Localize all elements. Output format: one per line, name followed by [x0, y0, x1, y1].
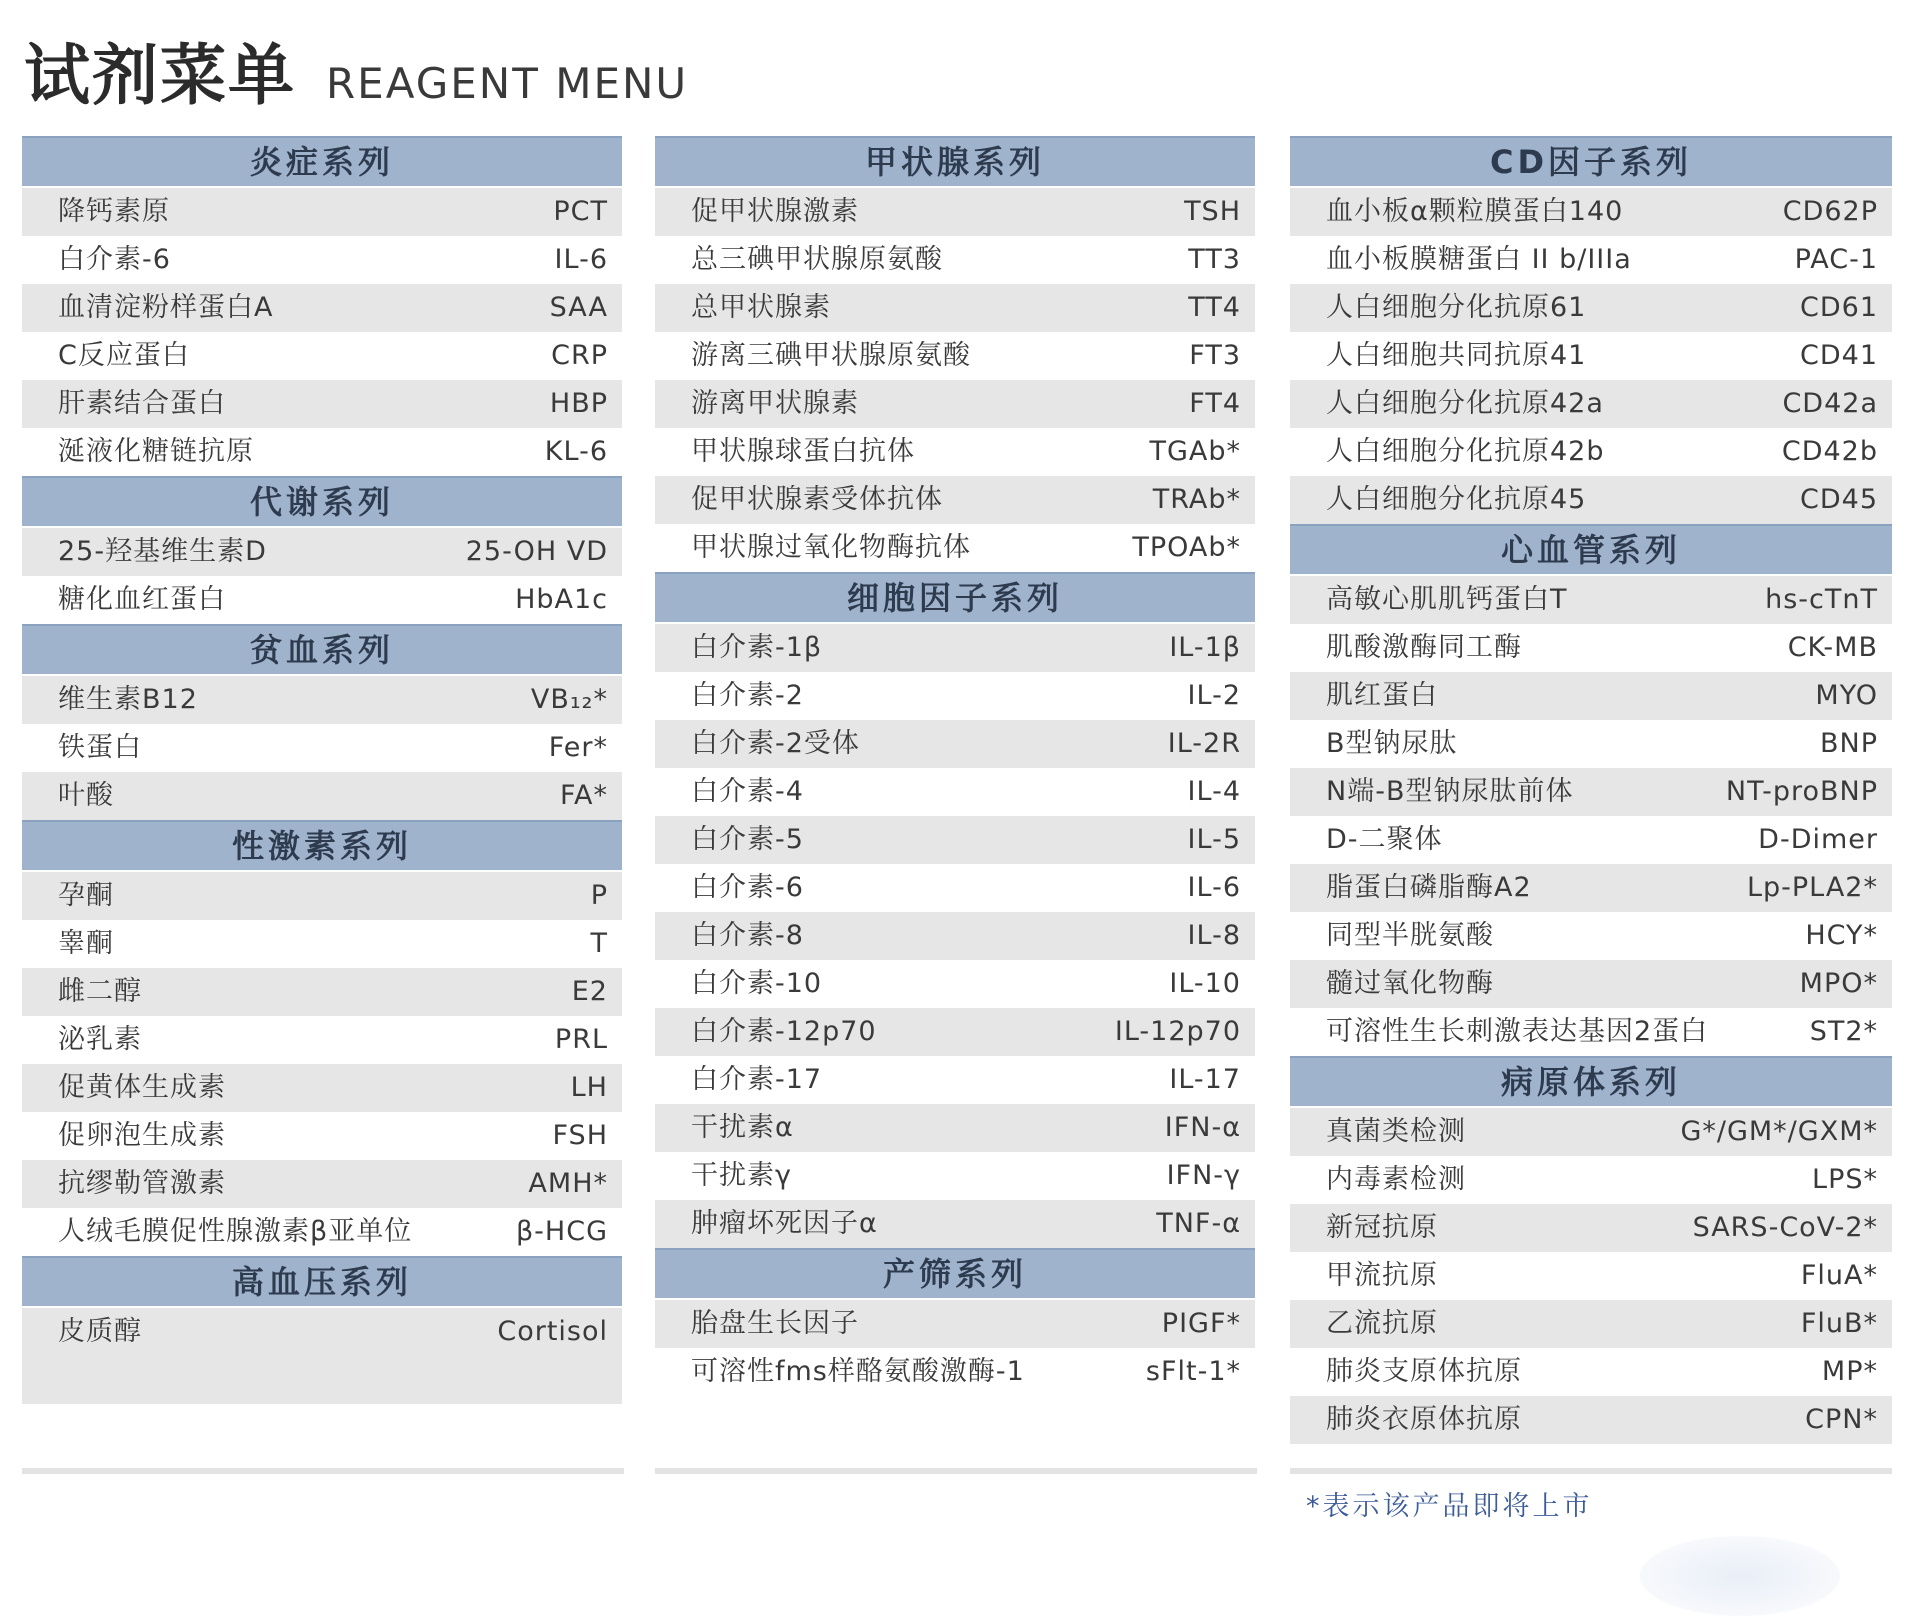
section-header: 代谢系列 [22, 476, 622, 526]
reagent-name: 肿瘤坏死因子α [691, 1208, 878, 1239]
reagent-name: 血小板α颗粒膜蛋白140 [1326, 196, 1624, 227]
reagent-abbreviation: KL-6 [544, 436, 608, 467]
reagent-row [22, 676, 622, 724]
reagent-row [655, 864, 1255, 912]
reagent-row [1290, 236, 1892, 284]
section-header: 细胞因子系列 [655, 572, 1255, 622]
reagent-row [655, 236, 1255, 284]
reagent-abbreviation: E2 [571, 976, 608, 1007]
page-title [24, 22, 688, 117]
reagent-name: 人白细胞分化抗原45 [1326, 484, 1587, 515]
reagent-row [655, 1348, 1255, 1396]
reagent-row [22, 968, 622, 1016]
reagent-row [22, 576, 622, 624]
reagent-row [22, 724, 622, 772]
reagent-abbreviation: IL-5 [1187, 824, 1241, 855]
reagent-abbreviation: G*/GM*/GXM* [1680, 1116, 1878, 1147]
reagent-row [22, 188, 622, 236]
reagent-name: 胎盘生长因子 [691, 1308, 859, 1339]
reagent-name: 白介素-4 [691, 776, 804, 807]
reagent-abbreviation: SARS-CoV-2* [1692, 1212, 1878, 1243]
reagent-name: 促卵泡生成素 [58, 1120, 226, 1151]
reagent-abbreviation: Fer* [548, 732, 608, 763]
reagent-abbreviation: IFN-α [1164, 1112, 1241, 1143]
reagent-name: D-二聚体 [1326, 824, 1443, 855]
reagent-abbreviation: TNF-α [1156, 1208, 1241, 1239]
reagent-name: 干扰素γ [691, 1160, 792, 1191]
reagent-row [22, 428, 622, 476]
reagent-abbreviation: β-HCG [515, 1216, 608, 1247]
reagent-abbreviation: TGAb* [1149, 436, 1241, 467]
reagent-name: 人绒毛膜促性腺激素β亚单位 [58, 1216, 413, 1247]
reagent-abbreviation: IL-1β [1169, 632, 1241, 663]
reagent-name: 人白细胞共同抗原41 [1326, 340, 1587, 371]
reagent-abbreviation: IL-4 [1187, 776, 1241, 807]
reagent-row [655, 284, 1255, 332]
reagent-row [655, 1152, 1255, 1200]
reagent-row [1290, 816, 1892, 864]
reagent-row [1290, 380, 1892, 428]
reagent-abbreviation: CK-MB [1787, 632, 1878, 663]
reagent-name: 糖化血红蛋白 [58, 584, 226, 615]
section-header: 病原体系列 [1290, 1056, 1892, 1106]
reagent-row [655, 476, 1255, 524]
reagent-row [655, 912, 1255, 960]
reagent-row [1290, 284, 1892, 332]
reagent-name: 高敏心肌肌钙蛋白T [1326, 584, 1568, 615]
reagent-name: 白介素-2 [691, 680, 804, 711]
reagent-abbreviation: CD42b [1781, 436, 1878, 467]
reagent-row [22, 332, 622, 380]
reagent-name: 泌乳素 [58, 1024, 142, 1055]
reagent-abbreviation: Cortisol [497, 1316, 608, 1347]
reagent-abbreviation: IL-2 [1187, 680, 1241, 711]
reagent-row [1290, 720, 1892, 768]
reagent-name: 降钙素原 [58, 196, 170, 227]
reagent-name: 甲状腺过氧化物酶抗体 [691, 532, 971, 563]
decorative-glow [1640, 1536, 1840, 1616]
reagent-abbreviation: SAA [549, 292, 608, 323]
reagent-abbreviation: HBP [549, 388, 608, 419]
reagent-row [1290, 1156, 1892, 1204]
reagent-name: 可溶性生长刺激表达基因2蛋白 [1326, 1016, 1709, 1047]
reagent-abbreviation: P [590, 880, 608, 911]
reagent-name: 肌酸激酶同工酶 [1326, 632, 1522, 663]
reagent-name: 白介素-6 [691, 872, 804, 903]
empty-row [22, 1356, 622, 1404]
reagent-row [655, 960, 1255, 1008]
section-header: CD因子系列 [1290, 136, 1892, 186]
reagent-row [1290, 1348, 1892, 1396]
reagent-name: 促甲状腺素受体抗体 [691, 484, 943, 515]
reagent-name: 游离甲状腺素 [691, 388, 859, 419]
title-english: REAGENT MENU [326, 59, 689, 108]
reagent-row [655, 332, 1255, 380]
section-header: 产筛系列 [655, 1248, 1255, 1298]
reagent-name: 白介素-17 [691, 1064, 823, 1095]
reagent-row [22, 920, 622, 968]
reagent-row [655, 1104, 1255, 1152]
reagent-row [655, 1056, 1255, 1104]
reagent-abbreviation: IL-10 [1169, 968, 1241, 999]
reagent-name: N端-B型钠尿肽前体 [1326, 776, 1574, 807]
reagent-abbreviation: TSH [1184, 196, 1241, 227]
reagent-name: 总三碘甲状腺原氨酸 [691, 244, 943, 275]
reagent-row [655, 188, 1255, 236]
reagent-row [22, 284, 622, 332]
reagent-row [1290, 1252, 1892, 1300]
reagent-abbreviation: hs-cTnT [1765, 584, 1878, 615]
reagent-name: 肺炎支原体抗原 [1326, 1356, 1522, 1387]
reagent-row [655, 720, 1255, 768]
reagent-row [655, 428, 1255, 476]
reagent-abbreviation: FT3 [1189, 340, 1241, 371]
section-header: 贫血系列 [22, 624, 622, 674]
reagent-name: 白介素-6 [58, 244, 171, 275]
reagent-name: 血小板膜糖蛋白 II b/IIIa [1326, 244, 1632, 275]
reagent-abbreviation: PAC-1 [1794, 244, 1878, 275]
reagent-abbreviation: ST2* [1809, 1016, 1878, 1047]
reagent-abbreviation: HbA1c [515, 584, 608, 615]
reagent-name: 血清淀粉样蛋白A [58, 292, 274, 323]
reagent-name: 游离三碘甲状腺原氨酸 [691, 340, 971, 371]
reagent-abbreviation: IL-8 [1187, 920, 1241, 951]
reagent-name: 维生素B12 [58, 684, 198, 715]
reagent-name: B型钠尿肽 [1326, 728, 1458, 759]
coming-soon-note: *表示该产品即将上市 [1306, 1491, 1593, 1522]
reagent-row [22, 1064, 622, 1112]
reagent-abbreviation: LH [570, 1072, 608, 1103]
reagent-row [1290, 1108, 1892, 1156]
reagent-abbreviation: PIGF* [1161, 1308, 1241, 1339]
reagent-row [1290, 1300, 1892, 1348]
section-header: 甲状腺系列 [655, 136, 1255, 186]
reagent-abbreviation: LPS* [1812, 1164, 1878, 1195]
reagent-name: 孕酮 [58, 880, 114, 911]
reagent-name: 新冠抗原 [1326, 1212, 1438, 1243]
reagent-row [1290, 672, 1892, 720]
reagent-row [22, 380, 622, 428]
reagent-abbreviation: IL-2R [1167, 728, 1241, 759]
reagent-abbreviation: MYO [1815, 680, 1878, 711]
reagent-name: 抗缪勒管激素 [58, 1168, 226, 1199]
reagent-abbreviation: CD42a [1782, 388, 1878, 419]
column-3-bottom-divider [1290, 1468, 1892, 1474]
reagent-name: 乙流抗原 [1326, 1308, 1438, 1339]
reagent-name: 铁蛋白 [58, 732, 142, 763]
reagent-row [22, 772, 622, 820]
column-1 [22, 136, 622, 1404]
reagent-abbreviation: PCT [553, 196, 608, 227]
reagent-row [1290, 960, 1892, 1008]
reagent-abbreviation: HCY* [1805, 920, 1878, 951]
reagent-name: 人白细胞分化抗原42a [1326, 388, 1604, 419]
reagent-abbreviation: TRAb* [1152, 484, 1241, 515]
reagent-abbreviation: FSH [552, 1120, 608, 1151]
reagent-name: 涎液化糖链抗原 [58, 436, 254, 467]
section-header: 高血压系列 [22, 1256, 622, 1306]
reagent-row [22, 528, 622, 576]
reagent-name: 雌二醇 [58, 976, 142, 1007]
reagent-name: 叶酸 [58, 780, 114, 811]
reagent-row [655, 768, 1255, 816]
reagent-row [1290, 864, 1892, 912]
reagent-row [1290, 188, 1892, 236]
reagent-name: 甲流抗原 [1326, 1260, 1438, 1291]
reagent-name: 肌红蛋白 [1326, 680, 1438, 711]
reagent-abbreviation: IL-12p70 [1114, 1016, 1241, 1047]
reagent-abbreviation: FluA* [1800, 1260, 1878, 1291]
column-3 [1290, 136, 1892, 1444]
reagent-name: 白介素-12p70 [691, 1016, 877, 1047]
reagent-row [655, 380, 1255, 428]
reagent-name: 内毒素检测 [1326, 1164, 1466, 1195]
reagent-abbreviation: IFN-γ [1166, 1160, 1241, 1191]
section-header: 性激素系列 [22, 820, 622, 870]
reagent-name: 人白细胞分化抗原61 [1326, 292, 1587, 323]
reagent-abbreviation: MP* [1821, 1356, 1878, 1387]
reagent-abbreviation: TT3 [1188, 244, 1241, 275]
title-chinese: 试剂菜单 [24, 37, 296, 114]
reagent-row [655, 1300, 1255, 1348]
reagent-name: 白介素-8 [691, 920, 804, 951]
column-2 [655, 136, 1255, 1396]
reagent-abbreviation: 25-OH VD [465, 536, 608, 567]
reagent-row [22, 1112, 622, 1160]
reagent-name: 同型半胱氨酸 [1326, 920, 1494, 951]
reagent-abbreviation: sFlt-1* [1145, 1356, 1241, 1387]
reagent-name: 甲状腺球蛋白抗体 [691, 436, 915, 467]
section-header: 炎症系列 [22, 136, 622, 186]
reagent-name: 干扰素α [691, 1112, 794, 1143]
reagent-name: 促黄体生成素 [58, 1072, 226, 1103]
reagent-abbreviation: IL-6 [554, 244, 608, 275]
reagent-name: 髓过氧化物酶 [1326, 968, 1494, 999]
reagent-abbreviation: AMH* [528, 1168, 608, 1199]
reagent-abbreviation: D-Dimer [1758, 824, 1878, 855]
reagent-name: 白介素-2受体 [691, 728, 860, 759]
reagent-name: 总甲状腺素 [691, 292, 831, 323]
reagent-name: 肺炎衣原体抗原 [1326, 1404, 1522, 1435]
reagent-abbreviation: CD41 [1800, 340, 1878, 371]
reagent-abbreviation: MPO* [1799, 968, 1878, 999]
reagent-name: 白介素-1β [691, 632, 823, 663]
reagent-name: 睾酮 [58, 928, 114, 959]
reagent-abbreviation: IL-17 [1169, 1064, 1241, 1095]
reagent-name: 人白细胞分化抗原42b [1326, 436, 1605, 467]
column-1-bottom-divider [22, 1468, 624, 1474]
reagent-name: 白介素-5 [691, 824, 804, 855]
reagent-row [655, 624, 1255, 672]
reagent-abbreviation: IL-6 [1187, 872, 1241, 903]
reagent-name: 25-羟基维生素D [58, 536, 267, 567]
reagent-row [1290, 576, 1892, 624]
reagent-abbreviation: FluB* [1800, 1308, 1878, 1339]
reagent-row [22, 872, 622, 920]
reagent-abbreviation: CD61 [1800, 292, 1878, 323]
reagent-row [22, 1208, 622, 1256]
reagent-name: 白介素-10 [691, 968, 823, 999]
reagent-abbreviation: FT4 [1189, 388, 1241, 419]
reagent-abbreviation: CD62P [1782, 196, 1878, 227]
reagent-name: 促甲状腺激素 [691, 196, 859, 227]
reagent-row [1290, 1396, 1892, 1444]
reagent-abbreviation: CRP [551, 340, 608, 371]
reagent-row [655, 524, 1255, 572]
reagent-row [1290, 1008, 1892, 1056]
reagent-abbreviation: VB₁₂* [530, 684, 608, 715]
column-2-bottom-divider [655, 1468, 1257, 1474]
reagent-row [22, 236, 622, 284]
reagent-row [655, 816, 1255, 864]
reagent-row [1290, 912, 1892, 960]
reagent-row [655, 1200, 1255, 1248]
reagent-abbreviation: BNP [1819, 728, 1878, 759]
section-header: 心血管系列 [1290, 524, 1892, 574]
reagent-name: 肝素结合蛋白 [58, 388, 226, 419]
reagent-abbreviation: TT4 [1188, 292, 1241, 323]
reagent-row [1290, 1204, 1892, 1252]
reagent-abbreviation: FA* [559, 780, 608, 811]
reagent-name: 皮质醇 [58, 1316, 142, 1347]
reagent-abbreviation: TPOAb* [1132, 532, 1241, 563]
reagent-row [655, 672, 1255, 720]
reagent-abbreviation: CD45 [1800, 484, 1878, 515]
reagent-abbreviation: T [590, 928, 608, 959]
reagent-row [1290, 476, 1892, 524]
reagent-row [1290, 768, 1892, 816]
reagent-row [1290, 332, 1892, 380]
reagent-abbreviation: CPN* [1805, 1404, 1878, 1435]
reagent-row [1290, 624, 1892, 672]
reagent-abbreviation: PRL [554, 1024, 608, 1055]
reagent-row [655, 1008, 1255, 1056]
reagent-row [1290, 428, 1892, 476]
reagent-row [22, 1160, 622, 1208]
reagent-name: C反应蛋白 [58, 340, 190, 371]
reagent-name: 真菌类检测 [1326, 1116, 1466, 1147]
reagent-name: 脂蛋白磷脂酶A2 [1326, 872, 1532, 903]
reagent-abbreviation: Lp-PLA2* [1746, 872, 1878, 903]
reagent-row [22, 1308, 622, 1356]
reagent-abbreviation: NT-proBNP [1725, 776, 1878, 807]
reagent-name: 可溶性fms样酪氨酸激酶-1 [691, 1356, 1025, 1387]
reagent-row [22, 1016, 622, 1064]
